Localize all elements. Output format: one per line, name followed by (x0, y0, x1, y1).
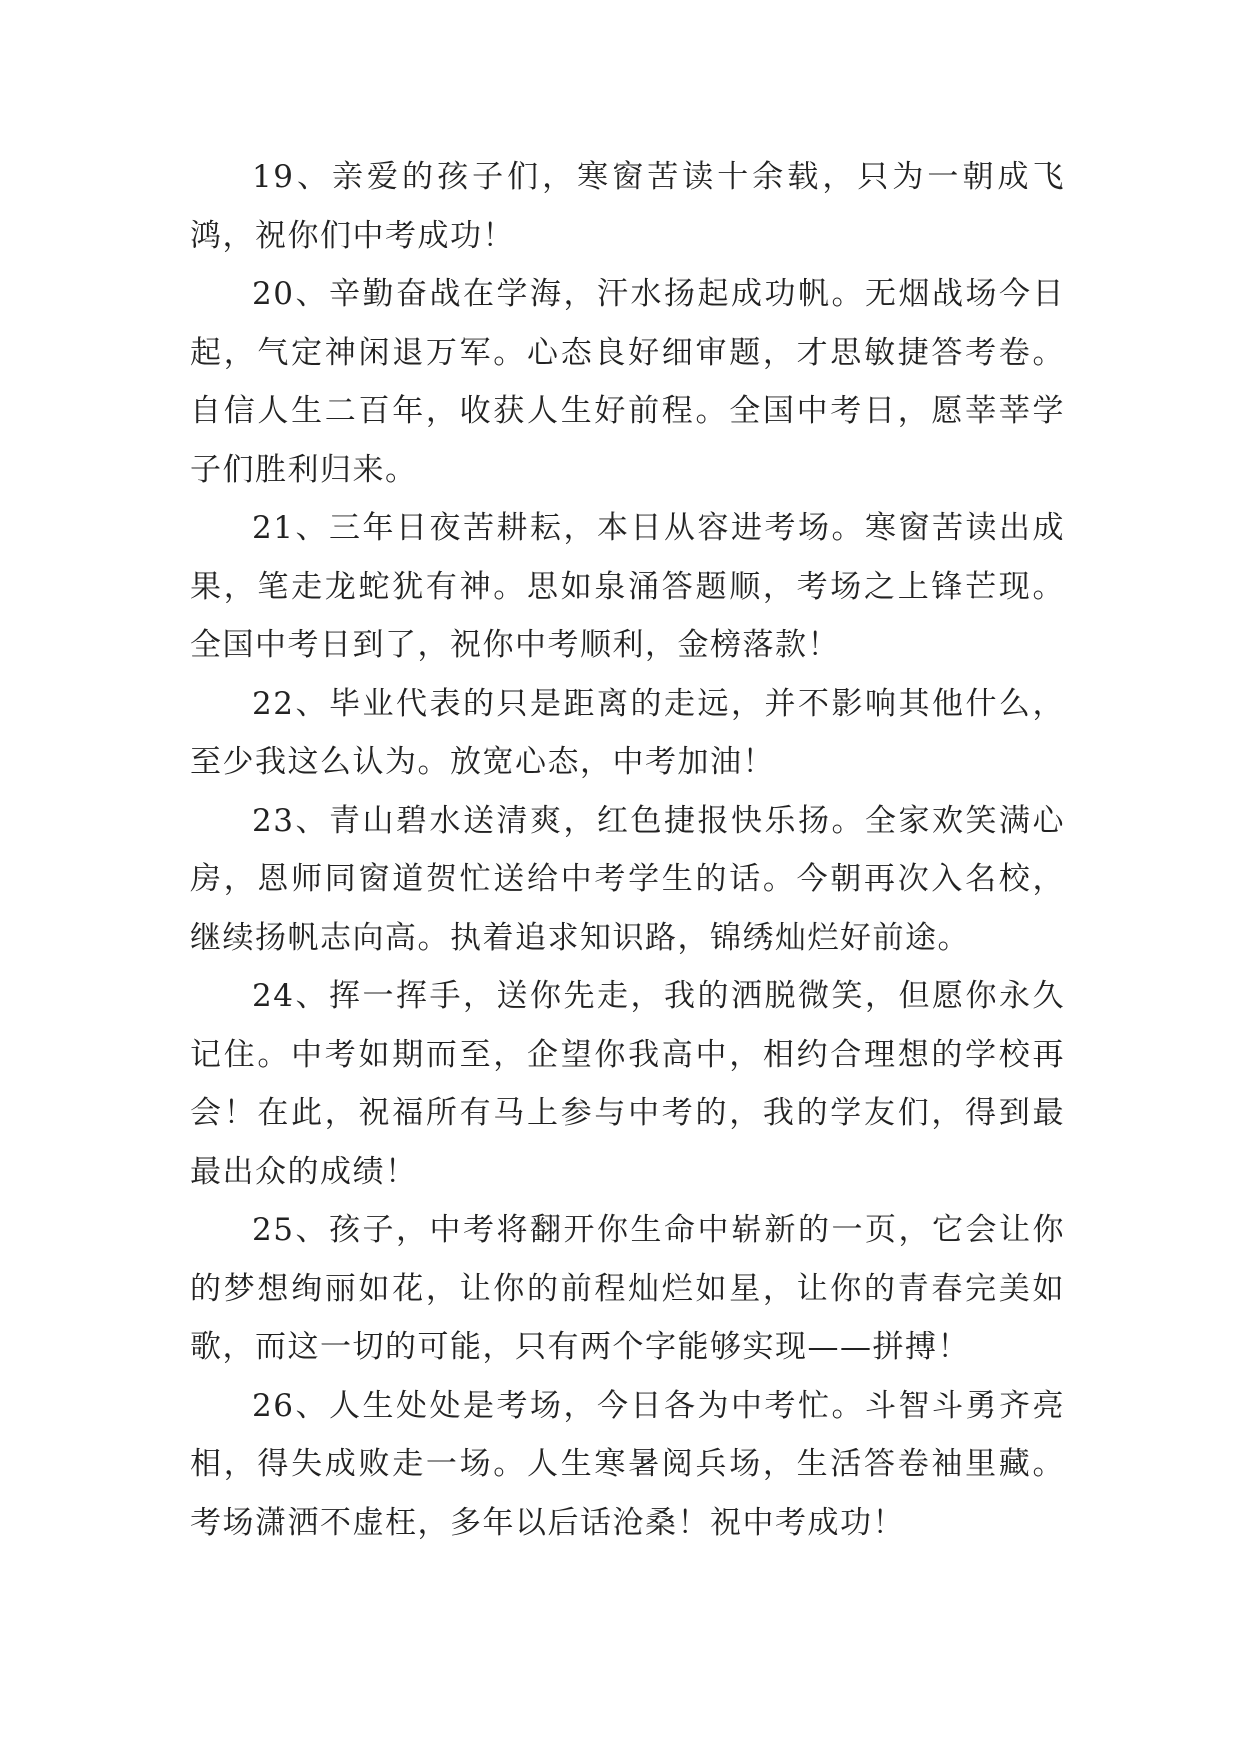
document-body (190, 148, 1065, 1552)
paragraph-24: 24、挥一挥手，送你先走，我的洒脱微笑，但愿你永久记住。中考如期而至，企望你我高中，相约合理想的学校再会！在此，祝福所有马上参与中考的，我的学友们，得到最最出众的成绩！ (190, 978, 1065, 1190)
paragraph-19: 19、亲爱的孩子们，寒窗苦读十余载，只为一朝成飞鸿，祝你们中考成功！ (190, 159, 1065, 254)
paragraph-22: 22、毕业代表的只是距离的走远，并不影响其他什么，至少我这么认为。放宽心态，中考加油！ (190, 685, 1065, 780)
paragraph-23: 23、青山碧水送清爽，红色捷报快乐扬。全家欢笑满心房，恩师同窗道贺忙送给中考学生的话。今朝再次入名校，继续扬帆志向高。执着追求知识路，锦绣灿烂好前途。 (190, 802, 1065, 956)
paragraph-25: 25、孩子，中考将翻开你生命中崭新的一页，它会让你的梦想绚丽如花，让你的前程灿烂如星，让你的青春完美如歌，而这一切的可能，只有两个字能够实现——拼搏！ (190, 1212, 1065, 1365)
paragraph-21: 21、三年日夜苦耕耘，本日从容进考场。寒窗苦读出成果，笔走龙蛇犹有神。思如泉涌答题顺，考场之上锋芒现。全国中考日到了，祝你中考顺利，金榜落款！ (190, 510, 1065, 663)
paragraph-20: 20、辛勤奋战在学海，汗水扬起成功帆。无烟战场今日起，气定神闲退万军。心态良好细审题，才思敏捷答考卷。自信人生二百年，收获人生好前程。全国中考日，愿莘莘学子们胜利归来。 (190, 276, 1065, 488)
paragraph-26: 26、人生处处是考场，今日各为中考忙。斗智斗勇齐亮相，得失成败走一场。人生寒暑阅兵场，生活答卷袖里藏。考场潇洒不虚枉，多年以后话沧桑！祝中考成功！ (190, 1387, 1065, 1541)
